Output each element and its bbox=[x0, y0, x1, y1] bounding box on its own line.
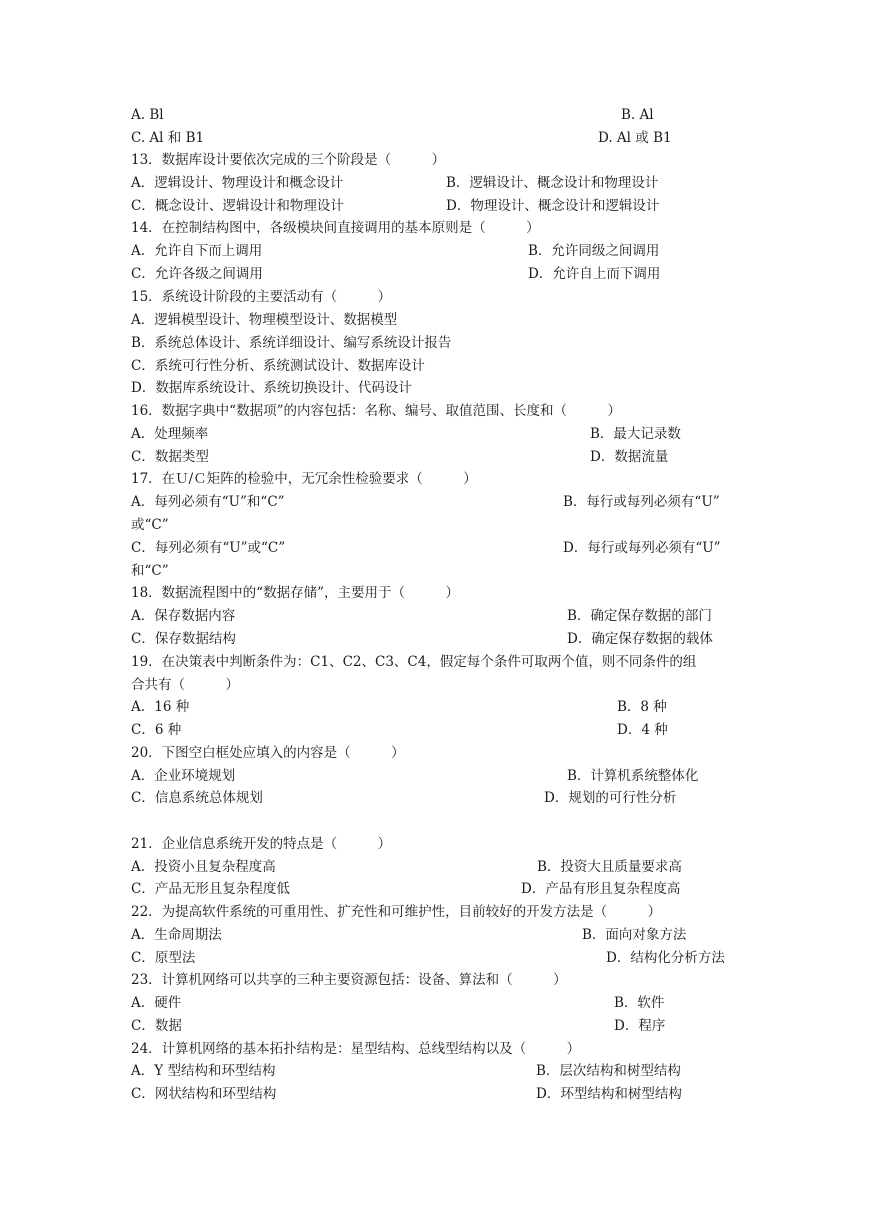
q18-option-a: A．保存数据内容 bbox=[131, 608, 236, 624]
q17-option-d: D．每行或每列必须有“U” bbox=[563, 540, 721, 556]
q22-option-b: B．面向对象方法 bbox=[582, 927, 687, 943]
q22-option-c: C．原型法 bbox=[131, 950, 196, 966]
q19-stem-cont: 合共有（ ） bbox=[131, 677, 239, 693]
q21-stem: 21．企业信息系统开发的特点是（ ） bbox=[131, 836, 392, 852]
q15-option-b: B．系统总体设计、系统详细设计、编写系统设计报告 bbox=[131, 335, 452, 351]
q12-option-c: C. Al 和 B1 bbox=[131, 130, 205, 146]
q15-option-d: D．数据库系统设计、系统切换设计、代码设计 bbox=[131, 380, 412, 396]
q16-option-d: D．数据流量 bbox=[590, 449, 669, 465]
q19-option-c: C．6 种 bbox=[131, 722, 182, 738]
q14-option-c: C．允许各级之间调用 bbox=[131, 266, 263, 282]
q20-option-c: C．信息系统总体规划 bbox=[131, 790, 263, 806]
q24-option-c: C．网状结构和环型结构 bbox=[131, 1086, 277, 1102]
q24-stem: 24．计算机网络的基本拓扑结构是：星型结构、总线型结构以及（ ） bbox=[131, 1041, 581, 1057]
q13-option-b: B．逻辑设计、概念设计和物理设计 bbox=[446, 175, 659, 191]
q20-stem: 20．下图空白框处应填入的内容是（ ） bbox=[131, 745, 405, 761]
q23-option-a: A．硬件 bbox=[131, 995, 182, 1011]
q22-option-a: A．生命周期法 bbox=[131, 927, 222, 943]
q14-option-a: A．允许自下而上调用 bbox=[131, 243, 263, 259]
q23-option-b: B．软件 bbox=[614, 995, 665, 1011]
q17-option-a: A．每列必须有“U”和“C” bbox=[131, 494, 285, 510]
q21-option-b: B．投资大且质量要求高 bbox=[537, 859, 682, 875]
q23-stem: 23．计算机网络可以共享的三种主要资源包括：设备、算法和（ ） bbox=[131, 972, 567, 988]
q21-option-d: D．产品有形且复杂程度高 bbox=[521, 881, 681, 897]
q19-option-d: D．4 种 bbox=[617, 722, 668, 738]
q21-option-a: A．投资小且复杂程度高 bbox=[131, 859, 276, 875]
q23-option-d: D．程序 bbox=[614, 1018, 666, 1034]
q18-option-d: D．确定保存数据的载体 bbox=[567, 631, 713, 647]
q20-option-a: A．企业环境规划 bbox=[131, 768, 236, 784]
q15-stem: 15．系统设计阶段的主要活动有（ ） bbox=[131, 289, 392, 305]
q16-option-c: C．数据类型 bbox=[131, 449, 209, 465]
q17-option-d-cont: 和“C” bbox=[131, 563, 169, 579]
q17-option-c: C．每列必须有“U”或“C” bbox=[131, 540, 286, 556]
q20-option-d: D．规划的可行性分析 bbox=[544, 790, 677, 806]
q19-option-a: A．16 种 bbox=[131, 699, 190, 715]
q19-option-b: B．8 种 bbox=[617, 699, 667, 715]
q18-option-b: B．确定保存数据的部门 bbox=[567, 608, 712, 624]
q13-option-c: C．概念设计、逻辑设计和物理设计 bbox=[131, 198, 344, 214]
q16-stem: 16．数据字典中“数据项”的内容包括：名称、编号、取值范围、长度和（ ） bbox=[131, 403, 621, 419]
q12-option-a: A. Bl bbox=[131, 107, 164, 123]
q22-stem: 22．为提高软件系统的可重用性、扩充性和可维护性，目前较好的开发方法是（ ） bbox=[131, 904, 662, 920]
q15-option-c: C．系统可行性分析、系统测试设计、数据库设计 bbox=[131, 358, 425, 374]
q22-option-d: D．结构化分析方法 bbox=[606, 950, 725, 966]
q13-option-d: D．物理设计、概念设计和逻辑设计 bbox=[446, 198, 660, 214]
q14-option-d: D．允许自上而下调用 bbox=[528, 266, 661, 282]
q23-option-c: C．数据 bbox=[131, 1018, 182, 1034]
q18-stem: 18．数据流程图中的“数据存储”，主要用于（ ） bbox=[131, 585, 459, 601]
q24-option-b: B．层次结构和树型结构 bbox=[536, 1063, 681, 1079]
q15-option-a: A．逻辑模型设计、物理模型设计、数据模型 bbox=[131, 312, 398, 328]
q17-option-b: B．每行或每列必须有“U” bbox=[563, 494, 720, 510]
q16-option-a: A．处理频率 bbox=[131, 426, 209, 442]
q17-stem: 17．在Ｕ/Ｃ矩阵的检验中，无冗余性检验要求（ ） bbox=[131, 471, 477, 487]
q19-stem: 19．在决策表中判断条件为：C1、C2、C3、C4，假定每个条件可取两个值，则不同条件的组 bbox=[131, 654, 697, 670]
q14-option-b: B．允许同级之间调用 bbox=[528, 243, 660, 259]
q13-stem: 13．数据库设计要依次完成的三个阶段是（ ） bbox=[131, 152, 446, 168]
q21-option-c: C．产品无形且复杂程度低 bbox=[131, 881, 290, 897]
q12-option-b: B. Al bbox=[621, 107, 654, 123]
q17-option-b-cont: 或“C” bbox=[131, 517, 169, 533]
q24-option-d: D．环型结构和树型结构 bbox=[536, 1086, 682, 1102]
q13-option-a: A．逻辑设计、物理设计和概念设计 bbox=[131, 175, 344, 191]
q20-option-b: B．计算机系统整体化 bbox=[567, 768, 699, 784]
q14-stem: 14．在控制结构图中，各级模块间直接调用的基本原则是（ ） bbox=[131, 220, 540, 236]
q18-option-c: C．保存数据结构 bbox=[131, 631, 236, 647]
q24-option-a: A．Y 型结构和环型结构 bbox=[131, 1063, 276, 1079]
q12-option-d: D. Al 或 B1 bbox=[598, 130, 672, 146]
q16-option-b: B．最大记录数 bbox=[590, 426, 681, 442]
